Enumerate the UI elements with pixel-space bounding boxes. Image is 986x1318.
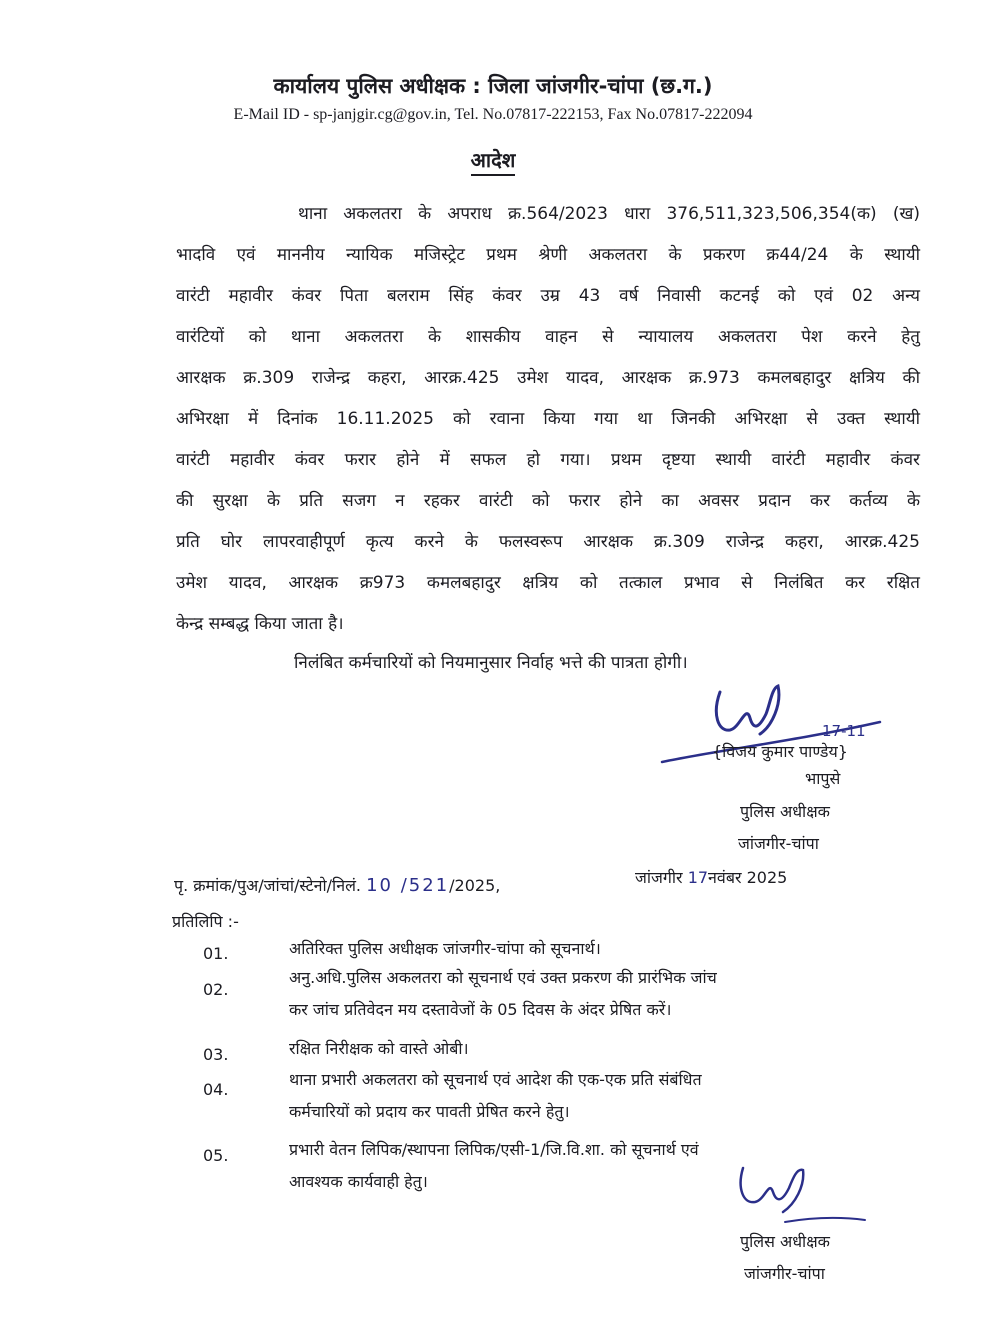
copy-item-line: अनु.अधि.पुलिस अकलतरा को सूचनार्थ एवं उक्त प्रकरण की प्रारंभिक जांच	[289, 968, 717, 987]
body-line: वारंटी महावीर कंवर पिता बलराम सिंह कंवर उम्र 43 वर्ष निवासी कटनई को एवं 02 अन्य	[176, 286, 920, 306]
body-line: की सुरक्षा के प्रति सजग न रहकर वारंटी को फरार होने का अवसर प्रदान कर कर्तव्य के	[176, 491, 920, 511]
body-line: थाना अकलतरा के अपराध क्र.564/2023 धारा 376,511,323,506,354(क) (ख)	[298, 204, 920, 224]
copy-number: 01.	[203, 944, 229, 963]
copy-item-line: प्रभारी वेतन लिपिक/स्थापना लिपिक/एसी-1/जि.वि.शा. को सूचनार्थ एवं	[289, 1140, 699, 1159]
signatory-service: भापुसे	[805, 769, 841, 788]
dispatch-reference	[174, 874, 500, 896]
body-line: वारंटियों को थाना अकलतरा के शासकीय वाहन से न्यायालय अकलतरा पेश करने हेतु	[176, 327, 920, 347]
body-line: उमेश यादव, आरक्षक क्र973 कमलबहादुर क्षत्रिय को तत्काल प्रभाव से निलंबित कर रक्षित	[176, 573, 920, 593]
copy-item-line: कर्मचारियों को प्रदाय कर पावती प्रेषित करने हेतु।	[289, 1102, 570, 1121]
dispatch-day: 17	[687, 868, 709, 887]
footer-signature-icon	[725, 1160, 875, 1230]
body-line: वारंटी महावीर कंवर फरार होने में सफल हो गया। प्रथम दृष्टया स्थायी वारंटी महावीर कंवर	[176, 450, 920, 470]
dispatch-ref-year: /2025,	[449, 876, 501, 895]
copy-item-line: अतिरिक्त पुलिस अधीक्षक जांजगीर-चांपा को सूचनार्थ।	[289, 939, 601, 958]
order-heading	[0, 146, 986, 173]
copy-item-line: आवश्यक कार्यवाही हेतु।	[289, 1172, 428, 1191]
dispatch-place: जांजगीर	[635, 868, 683, 887]
signatory-designation: पुलिस अधीक्षक	[740, 802, 830, 821]
contact-line: E-Mail ID - sp-janjgir.cg@gov.in, Tel. No.07817-222153, Fax No.07817-222094	[233, 106, 753, 123]
body-line: आरक्षक क्र.309 राजेन्द्र कहरा, आरक्र.425 उमेश यादव, आरक्षक क्र.973 कमलबहादुर क्षत्रिय की	[176, 368, 920, 388]
allowance-line: निलंबित कर्मचारियों को नियमानुसार निर्वाह भत्ते की पात्रता होगी।	[294, 653, 688, 673]
footer-designation: पुलिस अधीक्षक	[740, 1232, 830, 1251]
copy-number: 04.	[203, 1080, 229, 1099]
order-heading-text: आदेश	[471, 148, 516, 176]
copy-label: प्रतिलिपि :-	[172, 912, 239, 931]
signatory-district: जांजगीर-चांपा	[738, 834, 819, 853]
dispatch-date	[635, 866, 787, 888]
signature-date: 17-11	[822, 722, 866, 740]
dispatch-month-year: नवंबर 2025	[708, 868, 788, 887]
office-title: कार्यालय पुलिस अधीक्षक : जिला जांजगीर-चांपा (छ.ग.)	[273, 74, 713, 98]
copy-number: 03.	[203, 1045, 229, 1064]
copy-item-line: रक्षित निरीक्षक को वास्ते ओबी।	[289, 1039, 469, 1058]
copy-number: 02.	[203, 980, 229, 999]
footer-district: जांजगीर-चांपा	[744, 1264, 825, 1283]
dispatch-ref-prefix: पृ. क्रमांक/पुअ/जांचां/स्टेनो/निलं.	[174, 876, 362, 895]
body-line: प्रति घोर लापरवाहीपूर्ण कृत्य करने के फलस्वरूप आरक्षक क्र.309 राजेन्द्र कहरा, आरक्र.425	[176, 532, 920, 552]
copy-item-line: थाना प्रभारी अकलतरा को सूचनार्थ एवं आदेश की एक-एक प्रति संबंधित	[289, 1070, 702, 1089]
body-line: अभिरक्षा में दिनांक 16.11.2025 को रवाना किया गया था जिनकी अभिरक्षा से उक्त स्थायी	[176, 409, 920, 429]
copy-number: 05.	[203, 1146, 229, 1165]
body-line: भादवि एवं माननीय न्यायिक मजिस्ट्रेट प्रथम श्रेणी अकलतरा के प्रकरण क्र44/24 के स्थायी	[176, 245, 920, 265]
dispatch-ref-number: 10 /521	[366, 875, 450, 896]
signatory-name: {विजय कुमार पाण्डेय}	[712, 742, 848, 761]
copy-item-line: कर जांच प्रतिवेदन मय दस्तावेजों के 05 दिवस के अंदर प्रेषित करें।	[289, 1000, 672, 1019]
body-line: केन्द्र सम्बद्ध किया जाता है।	[176, 614, 344, 634]
